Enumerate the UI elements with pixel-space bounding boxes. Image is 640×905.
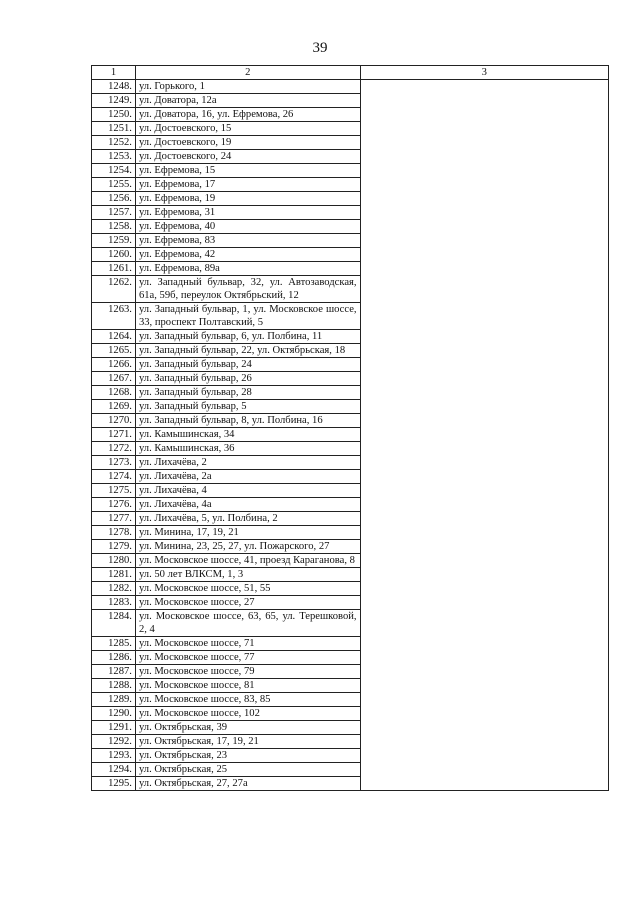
row-number: 1260. bbox=[92, 248, 136, 262]
row-address: ул. Достоевского, 24 bbox=[135, 150, 360, 164]
row-address: ул. Ефремова, 83 bbox=[135, 234, 360, 248]
row-address: ул. Западный бульвар, 28 bbox=[135, 386, 360, 400]
row-number: 1280. bbox=[92, 554, 136, 568]
row-number: 1275. bbox=[92, 484, 136, 498]
row-number: 1253. bbox=[92, 150, 136, 164]
row-number: 1293. bbox=[92, 749, 136, 763]
row-number: 1257. bbox=[92, 206, 136, 220]
row-number: 1274. bbox=[92, 470, 136, 484]
row-number: 1290. bbox=[92, 707, 136, 721]
table-header bbox=[92, 66, 609, 80]
row-number: 1281. bbox=[92, 568, 136, 582]
row-address: ул. Доватора, 16, ул. Ефремова, 26 bbox=[135, 108, 360, 122]
row-number: 1258. bbox=[92, 220, 136, 234]
row-address: ул. Лихачёва, 2 bbox=[135, 456, 360, 470]
row-address: ул. Западный бульвар, 8, ул. Полбина, 16 bbox=[135, 414, 360, 428]
row-address: ул. Западный бульвар, 24 bbox=[135, 358, 360, 372]
row-number: 1294. bbox=[92, 763, 136, 777]
row-address: ул. Ефремова, 19 bbox=[135, 192, 360, 206]
row-address: ул. Западный бульвар, 32, ул. Автозаводская, 61а, 59б, переулок Октябрьский, 12 bbox=[135, 276, 360, 303]
row-number: 1273. bbox=[92, 456, 136, 470]
row-number: 1276. bbox=[92, 498, 136, 512]
row-number: 1270. bbox=[92, 414, 136, 428]
row-number: 1291. bbox=[92, 721, 136, 735]
row-address: ул. Московское шоссе, 83, 85 bbox=[135, 693, 360, 707]
row-address: ул. Достоевского, 19 bbox=[135, 136, 360, 150]
row-number: 1283. bbox=[92, 596, 136, 610]
row-address: ул. Западный бульвар, 5 bbox=[135, 400, 360, 414]
row-address: ул. Минина, 23, 25, 27, ул. Пожарского, 27 bbox=[135, 540, 360, 554]
row-address: ул. Ефремова, 89а bbox=[135, 262, 360, 276]
row-address: ул. Доватора, 12а bbox=[135, 94, 360, 108]
row-number: 1284. bbox=[92, 610, 136, 637]
row-address: ул. Горького, 1 bbox=[135, 80, 360, 94]
row-address: ул. Ефремова, 42 bbox=[135, 248, 360, 262]
row-number: 1248. bbox=[92, 80, 136, 94]
row-number: 1272. bbox=[92, 442, 136, 456]
row-number: 1266. bbox=[92, 358, 136, 372]
row-number: 1259. bbox=[92, 234, 136, 248]
page-number: 39 bbox=[312, 40, 328, 56]
row-number: 1263. bbox=[92, 303, 136, 330]
row-address: ул. Западный бульвар, 22, ул. Октябрьская, 18 bbox=[135, 344, 360, 358]
row-address: ул. Ефремова, 15 bbox=[135, 164, 360, 178]
row-number: 1252. bbox=[92, 136, 136, 150]
row-number: 1278. bbox=[92, 526, 136, 540]
row-number: 1286. bbox=[92, 651, 136, 665]
row-address: ул. Западный бульвар, 1, ул. Московское шоссе, 33, проспект Полтавский, 5 bbox=[135, 303, 360, 330]
row-address: ул. Ефремова, 17 bbox=[135, 178, 360, 192]
row-address: ул. Московское шоссе, 51, 55 bbox=[135, 582, 360, 596]
row-address: ул. Октябрьская, 39 bbox=[135, 721, 360, 735]
row-address: ул. 50 лет ВЛКСМ, 1, 3 bbox=[135, 568, 360, 582]
row-number: 1251. bbox=[92, 122, 136, 136]
column-header-3: 3 bbox=[360, 66, 608, 80]
row-address: ул. Московское шоссе, 81 bbox=[135, 679, 360, 693]
row-address: ул. Московское шоссе, 71 bbox=[135, 637, 360, 651]
row-address: ул. Достоевского, 15 bbox=[135, 122, 360, 136]
row-address: ул. Ефремова, 40 bbox=[135, 220, 360, 234]
row-address: ул. Московское шоссе, 77 bbox=[135, 651, 360, 665]
row-number: 1277. bbox=[92, 512, 136, 526]
column-header-2: 2 bbox=[135, 66, 360, 80]
row-number: 1264. bbox=[92, 330, 136, 344]
row-address: ул. Лихачёва, 5, ул. Полбина, 2 bbox=[135, 512, 360, 526]
row-number: 1250. bbox=[92, 108, 136, 122]
row-number: 1267. bbox=[92, 372, 136, 386]
row-address: ул. Московское шоссе, 102 bbox=[135, 707, 360, 721]
row-number: 1262. bbox=[92, 276, 136, 303]
row-address: ул. Октябрьская, 23 bbox=[135, 749, 360, 763]
row-number: 1269. bbox=[92, 400, 136, 414]
row-address: ул. Западный бульвар, 6, ул. Полбина, 11 bbox=[135, 330, 360, 344]
column-header-1: 1 bbox=[92, 66, 136, 80]
row-address: ул. Камышинская, 36 bbox=[135, 442, 360, 456]
row-number: 1254. bbox=[92, 164, 136, 178]
row-address: ул. Московское шоссе, 79 bbox=[135, 665, 360, 679]
row-address: ул. Лихачёва, 2а bbox=[135, 470, 360, 484]
column-3-empty-cell bbox=[360, 80, 608, 791]
row-address: ул. Октябрьская, 17, 19, 21 bbox=[135, 735, 360, 749]
row-number: 1279. bbox=[92, 540, 136, 554]
row-address: ул. Лихачёва, 4а bbox=[135, 498, 360, 512]
row-number: 1256. bbox=[92, 192, 136, 206]
row-number: 1265. bbox=[92, 344, 136, 358]
row-address: ул. Западный бульвар, 26 bbox=[135, 372, 360, 386]
row-number: 1289. bbox=[92, 693, 136, 707]
table-body bbox=[92, 80, 609, 791]
row-number: 1288. bbox=[92, 679, 136, 693]
row-number: 1285. bbox=[92, 637, 136, 651]
row-number: 1271. bbox=[92, 428, 136, 442]
row-address: ул. Камышинская, 34 bbox=[135, 428, 360, 442]
row-address: ул. Ефремова, 31 bbox=[135, 206, 360, 220]
row-number: 1282. bbox=[92, 582, 136, 596]
row-number: 1249. bbox=[92, 94, 136, 108]
table-row bbox=[92, 80, 609, 94]
row-number: 1255. bbox=[92, 178, 136, 192]
row-number: 1268. bbox=[92, 386, 136, 400]
row-address: ул. Московское шоссе, 41, проезд Караганова, 8 bbox=[135, 554, 360, 568]
row-address: ул. Минина, 17, 19, 21 bbox=[135, 526, 360, 540]
row-number: 1292. bbox=[92, 735, 136, 749]
row-number: 1295. bbox=[92, 777, 136, 791]
row-address: ул. Московское шоссе, 63, 65, ул. Терешковой, 2, 4 bbox=[135, 610, 360, 637]
row-number: 1287. bbox=[92, 665, 136, 679]
row-number: 1261. bbox=[92, 262, 136, 276]
row-address: ул. Лихачёва, 4 bbox=[135, 484, 360, 498]
row-address: ул. Октябрьская, 27, 27а bbox=[135, 777, 360, 791]
row-address: ул. Октябрьская, 25 bbox=[135, 763, 360, 777]
address-table bbox=[91, 65, 609, 791]
row-address: ул. Московское шоссе, 27 bbox=[135, 596, 360, 610]
